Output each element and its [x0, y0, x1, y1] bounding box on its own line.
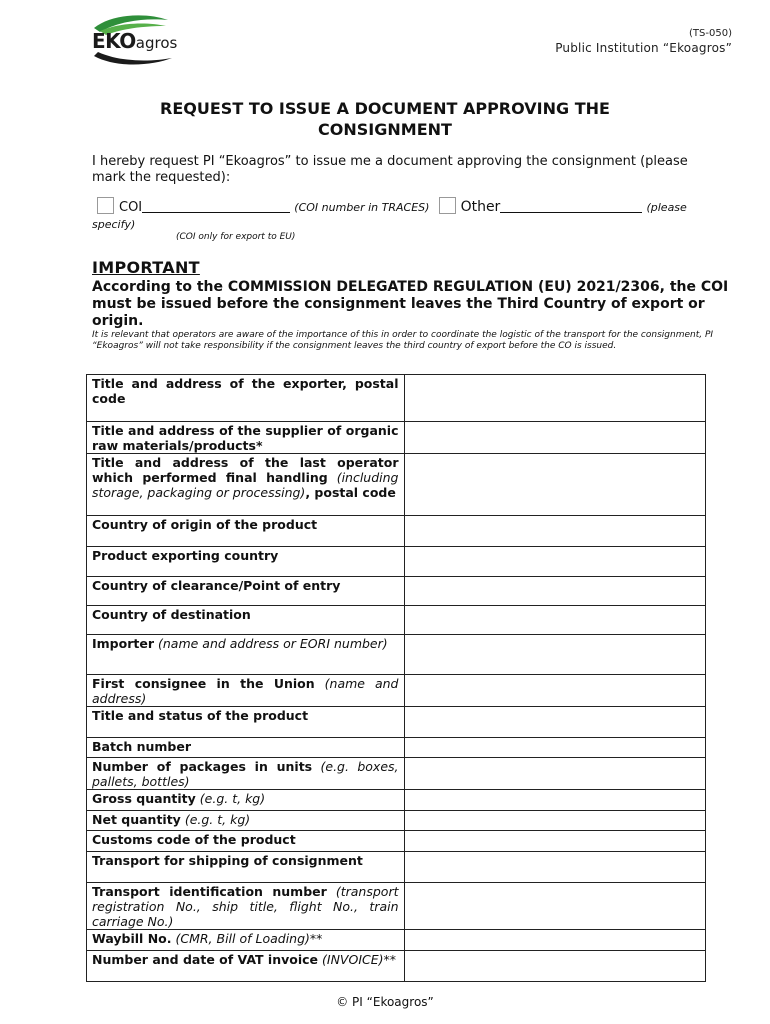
- field-label: [87, 811, 405, 831]
- table-row: [87, 758, 706, 790]
- field-label-hint: (e.g. t, kg): [184, 812, 251, 827]
- field-label-bold: Gross quantity: [92, 791, 196, 806]
- field-label-hint: (CMR, Bill of Loading)**: [175, 931, 323, 946]
- field-value-cell[interactable]: [404, 811, 706, 831]
- field-label-bold: Country of clearance/Point of entry: [92, 578, 341, 593]
- other-checkbox[interactable]: [439, 197, 456, 214]
- field-label-bold: Title and status of the product: [92, 708, 309, 723]
- field-label: [87, 547, 405, 577]
- field-label: [87, 577, 405, 606]
- coi-note: (COI only for export to EU): [176, 232, 296, 242]
- field-label-bold: Product exporting country: [92, 548, 279, 563]
- field-label: [87, 422, 405, 454]
- footer-copyright: © PI “Ekoagros”: [336, 995, 434, 1009]
- field-label-hint: (name and address): [92, 676, 399, 706]
- field-label: [87, 951, 405, 982]
- field-label: [87, 831, 405, 852]
- coi-hint: (COI number in TRACES): [294, 201, 430, 214]
- title-line-1: REQUEST TO ISSUE A DOCUMENT APPROVING THE: [160, 99, 610, 118]
- coi-label: COI: [119, 200, 143, 215]
- field-label: [87, 707, 405, 738]
- field-label: [87, 790, 405, 811]
- table-row: [87, 606, 706, 635]
- field-label-bold: Net quantity: [92, 812, 181, 827]
- field-label-bold: Batch number: [92, 739, 192, 754]
- document-options: [92, 197, 722, 233]
- field-value-cell[interactable]: [404, 951, 706, 982]
- field-label-bold: Transport for shipping of consignment: [92, 853, 363, 868]
- field-label: [87, 852, 405, 883]
- field-value-cell[interactable]: [404, 883, 706, 930]
- document-title: [0, 98, 770, 140]
- table-row: [87, 577, 706, 606]
- field-label-bold: Importer: [92, 636, 154, 651]
- field-label: [87, 635, 405, 675]
- field-value-cell[interactable]: [404, 758, 706, 790]
- field-value-cell[interactable]: [404, 675, 706, 707]
- field-label-hint: (INVOICE)**: [322, 952, 397, 967]
- field-label-bold: Country of destination: [92, 607, 251, 622]
- field-value-cell[interactable]: [404, 606, 706, 635]
- table-row: [87, 831, 706, 852]
- field-value-cell[interactable]: [404, 547, 706, 577]
- field-label-bold: Country of origin of the product: [92, 517, 318, 532]
- regulation-text: According to the COMMISSION DELEGATED REGULATION (EU) 2021/2306, the COI must be issued before the consignment leaves the Third Country of export or origin.: [92, 279, 729, 329]
- institution-name: Public Institution “Ekoagros”: [555, 41, 732, 55]
- field-label-bold: Waybill No.: [92, 931, 172, 946]
- field-value-cell[interactable]: [404, 516, 706, 547]
- logo-eko: EKO: [92, 29, 136, 53]
- table-row: [87, 635, 706, 675]
- field-label: [87, 375, 405, 422]
- field-value-cell[interactable]: [404, 738, 706, 758]
- coi-number-field[interactable]: [142, 199, 290, 213]
- field-value-cell[interactable]: [404, 930, 706, 951]
- other-specify-field[interactable]: [500, 199, 642, 213]
- table-row: [87, 454, 706, 516]
- field-label: [87, 930, 405, 951]
- other-hint-2: specify): [92, 218, 136, 231]
- field-value-cell[interactable]: [404, 375, 706, 422]
- field-value-cell[interactable]: [404, 454, 706, 516]
- table-row: [87, 675, 706, 707]
- intro-text: I hereby request PI “Ekoagros” to issue me a document approving the consignment (please mark the requested):: [92, 154, 688, 185]
- field-value-cell[interactable]: [404, 707, 706, 738]
- field-label: [87, 883, 405, 930]
- table-row: [87, 883, 706, 930]
- table-row: [87, 930, 706, 951]
- title-line-2: CONSIGNMENT: [318, 120, 452, 139]
- field-label-suffix: , postal code: [305, 485, 396, 500]
- field-label-bold: First consignee in the Union: [92, 676, 315, 691]
- table-row: [87, 707, 706, 738]
- field-label-bold: Title and address of the exporter, postal code: [92, 376, 399, 406]
- field-value-cell[interactable]: [404, 852, 706, 883]
- field-label-hint: (name and address or EORI number): [157, 636, 388, 651]
- table-row: [87, 790, 706, 811]
- field-label-bold: Title and address of the last operator which performed final handling: [92, 455, 399, 485]
- field-label-hint: (transport registration No., ship title, flight No., train carriage No.): [92, 884, 399, 929]
- field-label-bold: Number of packages in units: [92, 759, 313, 774]
- field-label-bold: Customs code of the product: [92, 832, 296, 847]
- regulation-note: It is relevant that operators are aware of the importance of this in order to coordinate the logistic of the transport for the consignment, PI “Ekoagros” will not take responsibility if the consignment leaves the third country of export before the CO is issued.: [92, 330, 714, 351]
- table-row: [87, 422, 706, 454]
- important-heading: IMPORTANT: [92, 258, 200, 277]
- consignment-form-table: [86, 374, 706, 982]
- field-label: [87, 758, 405, 790]
- table-row: [87, 516, 706, 547]
- logo-wordmark: [92, 29, 177, 53]
- field-label: [87, 738, 405, 758]
- field-label-bold: Transport identification number: [92, 884, 327, 899]
- field-label-bold: Title and address of the supplier of organic raw materials/products*: [92, 423, 399, 453]
- field-value-cell[interactable]: [404, 577, 706, 606]
- table-row: [87, 375, 706, 422]
- field-value-cell[interactable]: [404, 422, 706, 454]
- field-label-hint: (including storage, packaging or processing): [92, 470, 399, 500]
- field-label: [87, 606, 405, 635]
- header-right: [555, 28, 732, 55]
- table-row: [87, 811, 706, 831]
- table-row: [87, 547, 706, 577]
- field-value-cell[interactable]: [404, 831, 706, 852]
- coi-checkbox[interactable]: [97, 197, 114, 214]
- field-label: [87, 516, 405, 547]
- field-label: [87, 454, 405, 516]
- other-label: Other: [460, 199, 501, 215]
- table-row: [87, 951, 706, 982]
- table-row: [87, 852, 706, 883]
- field-label-hint: (e.g. boxes, pallets, bottles): [92, 759, 399, 789]
- field-label-bold: Number and date of VAT invoice: [92, 952, 319, 967]
- field-value-cell[interactable]: [404, 635, 706, 675]
- other-hint-1: (please: [646, 201, 687, 214]
- form-code: (TS-050): [689, 28, 732, 39]
- field-label: [87, 675, 405, 707]
- logo-agros: agros: [135, 34, 178, 52]
- field-value-cell[interactable]: [404, 790, 706, 811]
- table-row: [87, 738, 706, 758]
- field-label-hint: (e.g. t, kg): [199, 791, 266, 806]
